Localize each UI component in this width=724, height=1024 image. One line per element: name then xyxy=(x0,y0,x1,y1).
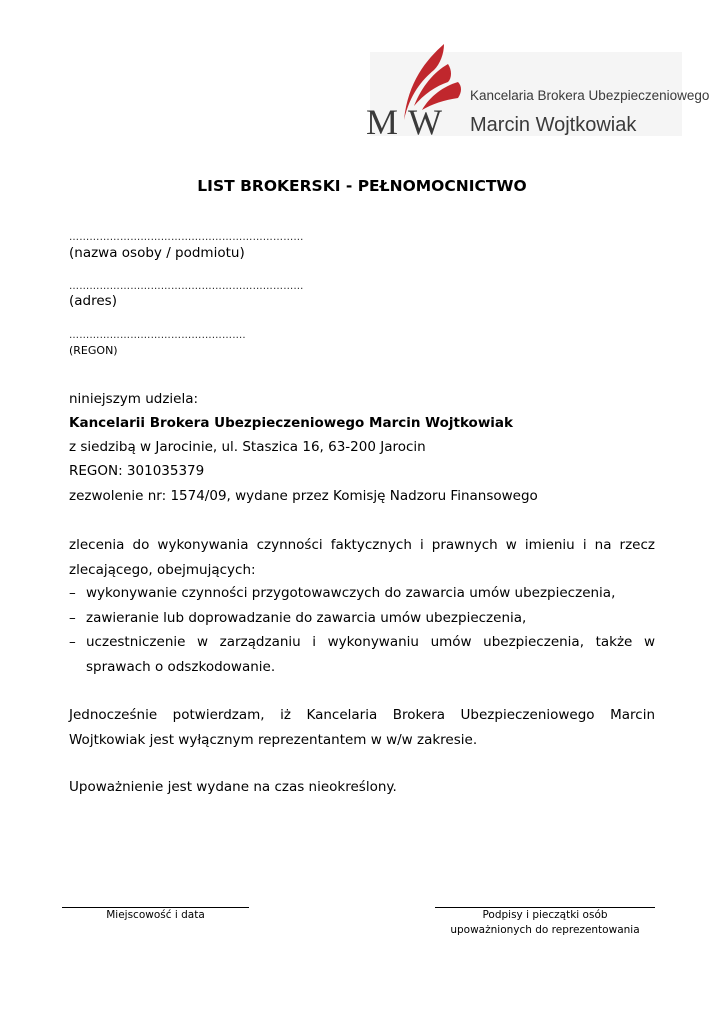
grantee-name: Kancelarii Brokera Ubezpieczeniowego Marcin Wojtkowiak xyxy=(69,415,514,431)
signature-stamp-label xyxy=(420,908,670,937)
signature-label-line1: Podpisy i pieczątki osób xyxy=(482,909,608,921)
grantee-permit: zezwolenie nr: 1574/09, wydane przez Komisję Nadzoru Finansowego xyxy=(69,488,538,504)
address-field-label: (adres) xyxy=(69,293,117,309)
scope-item-text: uczestniczenie w zarządzaniu i wykonywaniu umów ubezpieczenia, także w sprawach o odszkodowanie. xyxy=(86,634,655,675)
feather-logo-icon xyxy=(364,42,474,138)
place-date-label: Miejscowość i data xyxy=(106,909,205,921)
bullet-dash: – xyxy=(69,609,76,626)
grantee-regon: REGON: 301035379 xyxy=(69,463,205,479)
company-logo xyxy=(364,42,710,138)
signature-label-line2: upoważnionych do reprezentowania xyxy=(450,923,640,936)
logo-owner-name: Marcin Wojtkowiak xyxy=(470,114,637,136)
scope-item-text: wykonywanie czynności przygotowawczych do zawarcia umów ubezpieczenia, xyxy=(86,585,616,601)
confirmation-paragraph: Jednocześnie potwierdzam, iż Kancelaria Brokera Ubezpieczeniowego Marcin Wojtkowiak jest wyłącznym reprezentantem w w/w zakresie. xyxy=(69,707,655,748)
bullet-dash: – xyxy=(69,585,76,601)
scope-list xyxy=(69,581,655,679)
scope-intro: zlecenia do wykonywania czynności faktycznych i prawnych w imieniu i na rzecz zlecającego, obejmujących: xyxy=(69,537,655,578)
address-field-dots: …………………………………………………………… xyxy=(69,281,304,292)
regon-field-label: (REGON) xyxy=(69,344,118,357)
regon-field-dots: ……………………………………………. xyxy=(69,330,246,341)
bullet-dash: – xyxy=(69,634,76,650)
name-field-label: (nazwa osoby / podmiotu) xyxy=(69,245,245,261)
scope-item-text: zawieranie lub doprowadzanie do zawarcia umów ubezpieczenia, xyxy=(86,609,527,626)
scope-item xyxy=(69,630,655,679)
duration-statement: Upoważnienie jest wydane na czas nieokreślony. xyxy=(69,779,397,795)
document-title: LIST BROKERSKI - PEŁNOMOCNICTWO xyxy=(197,177,527,195)
name-field-dots: …………………………………………………………… xyxy=(69,232,304,243)
scope-item xyxy=(69,581,655,606)
grantee-address: z siedzibą w Jarocinie, ul. Staszica 16, 63-200 Jarocin xyxy=(69,439,426,455)
logo-mark-w: W xyxy=(408,102,442,138)
logo-mark-m: M xyxy=(366,102,399,138)
grant-intro: niniejszym udziela: xyxy=(69,391,199,407)
logo-company-name: Kancelaria Brokera Ubezpieczeniowego xyxy=(470,88,710,103)
scope-item xyxy=(69,606,655,631)
